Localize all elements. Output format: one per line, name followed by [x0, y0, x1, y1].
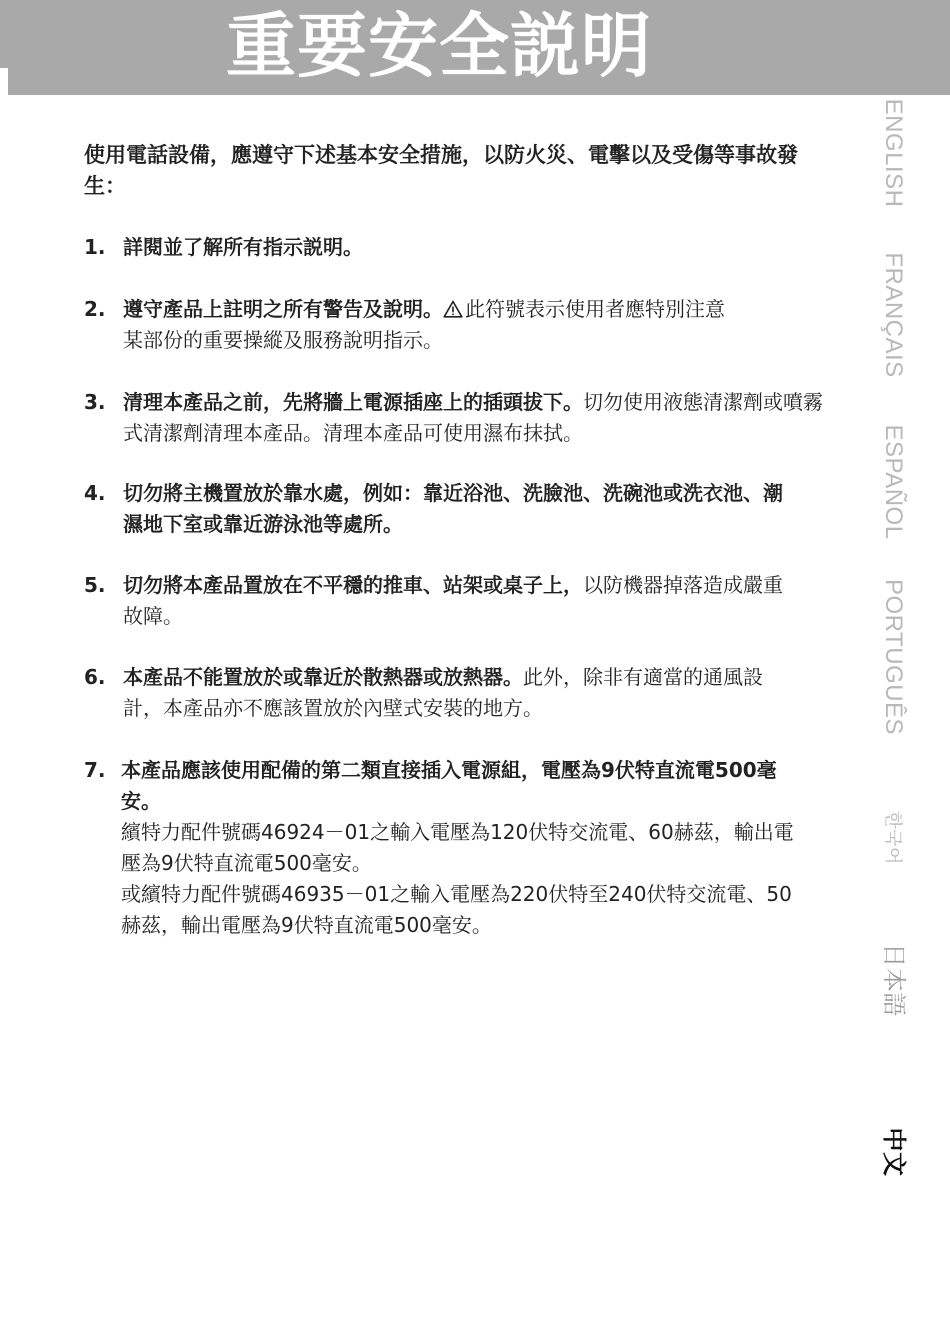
instruction-body [123, 232, 833, 263]
instruction-number: 3. [84, 390, 106, 414]
instruction-text: 以防機器掉落造成嚴重故障。 [123, 573, 783, 628]
instruction-body [123, 662, 788, 724]
header-notch [0, 68, 8, 95]
instruction-sub-line: 繽特力配件號碼46924－01之輸入電壓為120伏特交流電、60赫茲，輸出電壓為9伏特直流電500毫安。 [121, 820, 794, 875]
instruction-body [123, 478, 788, 540]
instruction-body [123, 294, 743, 356]
page-title: 重要安全説明 [226, 5, 652, 87]
instruction-body [123, 570, 788, 632]
instruction-bold-text: 遵守產品上註明之所有警告及說明。 [123, 297, 443, 321]
tab-chinese[interactable]: 中文 [880, 1127, 907, 1177]
instruction-number: 2. [84, 297, 106, 321]
tab-korean[interactable]: 한국어 [883, 811, 903, 865]
tab-espanol[interactable]: ESPAÑOL [880, 424, 907, 540]
instruction-body [121, 755, 801, 941]
intro-paragraph: 使用電話設備，應遵守下述基本安全措施，以防火災、電擊以及受傷等事故發生： [84, 143, 798, 198]
instruction-bold-text: 本產品應該使用配備的第二類直接插入電源組，電壓為9伏特直流電500毫安。 [121, 758, 777, 813]
instruction-sub-line: 或繽特力配件號碼46935－01之輸入電壓為220伏特至240伏特交流電、50赫茲，輸出電壓為9伏特直流電500毫安。 [121, 882, 792, 937]
instruction-number: 1. [84, 235, 106, 259]
instruction-number: 6. [84, 665, 106, 689]
instruction-bold-text: 本產品不能置放於或靠近於散熱器或放熱器。 [123, 665, 523, 689]
tab-francais[interactable]: FRANÇAIS [880, 252, 907, 378]
instruction-bold-text: 切勿將主機置放於靠水處，例如：靠近浴池、洗臉池、洗碗池或洗衣池、潮濕地下室或靠近游泳池等處所。 [123, 481, 783, 536]
tab-english[interactable]: ENGLISH [880, 98, 907, 208]
instruction-body [123, 387, 833, 449]
instruction-text: 此符號表示使用者應特別注意某部份的重要操縱及服務說明指示。 [123, 297, 725, 352]
instruction-text: 切勿使用液態清潔劑或噴霧式清潔劑清理本產品。清理本產品可使用濕布抹拭。 [123, 390, 823, 445]
instruction-bold-text: 清理本產品之前，先將牆上電源插座上的插頭拔下。 [123, 390, 583, 414]
instruction-number: 5. [84, 573, 106, 597]
instruction-number: 4. [84, 481, 106, 505]
instruction-bold-text: 詳閱並了解所有指示説明。 [123, 235, 363, 259]
instruction-bold-text: 切勿將本產品置放在不平穩的推車、站架或桌子上， [123, 573, 583, 597]
instruction-number: 7. [84, 758, 106, 782]
instruction-text: 此外，除非有適當的通風設計，本產品亦不應該置放於內壁式安裝的地方。 [123, 665, 763, 720]
warning-triangle-icon [443, 300, 463, 318]
tab-portugues[interactable]: PORTUGUÊS [880, 578, 907, 736]
tab-japanese[interactable]: 日本語 [880, 943, 907, 1017]
